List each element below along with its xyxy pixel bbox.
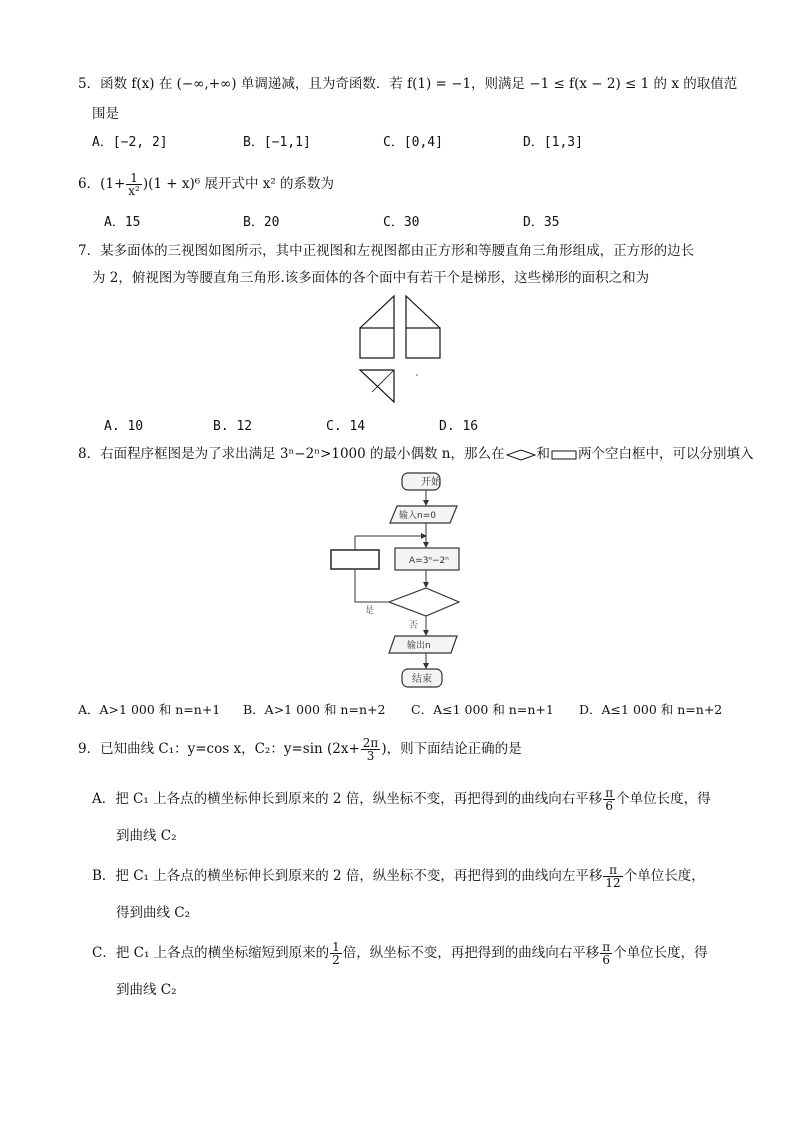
flow-end-label: 结束 — [412, 674, 432, 685]
q9-option-c-fraction2 — [600, 941, 612, 966]
q5-stem-line1: 5．函数 f(x) 在 (−∞,+∞) 单调递减，且为奇函数．若 f(1) = −1，则满足 −1 ≤ f(x − 2) ≤ 1 的 x 的取值范 — [78, 76, 738, 92]
q9-option-c-frac1-den: 2 — [332, 953, 340, 967]
flow-start-label: 开始 — [421, 477, 441, 488]
q9-option-c-frac2-num: π — [602, 940, 611, 954]
q6-option-d: D．35 — [523, 215, 560, 230]
front-view — [360, 296, 394, 358]
q6-stem-prefix: 6．(1+ — [78, 176, 126, 192]
flow-assign-label: A=3ⁿ−2ⁿ — [409, 556, 449, 566]
q9-option-c-line2: 到曲线 C₂ — [116, 982, 177, 998]
q9-option-b-text2: 个单位长度， — [623, 868, 705, 884]
q8-option-a: A．A>1 000 和 n=n+1 — [78, 702, 221, 717]
program-flowchart — [325, 470, 470, 695]
q6-stem-suffix: )(1 + x)⁶ 展开式中 x² 的系数为 — [142, 176, 335, 192]
flow-blank-process-box — [331, 550, 379, 569]
q9-option-b-frac-den: 12 — [605, 876, 621, 890]
flow-no-label: 否 — [409, 621, 419, 631]
top-view — [360, 370, 394, 402]
flow-output-label: 输出n — [407, 641, 431, 651]
q9-option-a-line1 — [92, 787, 711, 812]
flow-blank-decision-box — [389, 588, 459, 616]
q7-option-a: A. 10 — [104, 419, 144, 434]
q8-option-d: D．A≤1 000 和 n=n+2 — [579, 702, 723, 717]
q9-option-b-text1: B．把 C₁ 上各点的横坐标伸长到原来的 2 倍，纵坐标不变，再把得到的曲线向左平移 — [92, 868, 603, 884]
q9-option-c-frac2-den: 6 — [602, 953, 611, 967]
q9-option-c-text3: 个单位长度，得 — [613, 945, 708, 961]
q9-stem-fraction — [361, 737, 381, 762]
q6-stem — [78, 172, 334, 197]
blank-diamond-icon — [506, 449, 536, 461]
q9-stem-frac-den: 3 — [366, 749, 375, 763]
q7-stem-line2: 为 2，俯视图为等腰直角三角形.该多面体的各个面中有若干个是梯形，这些梯形的面积之和为 — [92, 270, 650, 286]
q9-stem-part2: )，则下面结论正确的是 — [381, 741, 522, 757]
q8-stem-part1: 8．右面程序框图是为了求出满足 3ⁿ−2ⁿ>1000 的最小偶数 n，那么在 — [78, 446, 505, 462]
q9-option-c-line1 — [92, 941, 708, 966]
stray-dot — [416, 374, 418, 376]
q9-option-c-fraction1 — [330, 941, 342, 966]
q8-option-c: C．A≤1 000 和 n=n+1 — [411, 702, 554, 717]
q7-option-c: C. 14 — [326, 419, 366, 434]
q9-option-b-fraction — [603, 864, 622, 889]
q7-stem-line1: 7．某多面体的三视图如图所示，其中正视图和左视图都由正方形和等腰直角三角形组成，正方形的边长 — [78, 243, 695, 259]
side-view — [406, 296, 440, 358]
q9-option-a-line2: 到曲线 C₂ — [116, 828, 177, 844]
blank-rectangle-icon — [551, 450, 577, 460]
q9-option-b-frac-num: π — [603, 864, 622, 877]
q6-fraction — [126, 172, 142, 197]
q6-option-a: A．15 — [104, 215, 141, 230]
three-view-figure — [350, 293, 450, 408]
q5-option-d: D．[1,3] — [523, 135, 583, 150]
q7-option-b: B. 12 — [213, 419, 253, 434]
q9-option-a-frac-num: π — [605, 786, 614, 800]
q6-frac-num: 1 — [126, 172, 142, 185]
q9-option-a-text1: A．把 C₁ 上各点的横坐标伸长到原来的 2 倍，纵坐标不变，再把得到的曲线向右平移 — [92, 791, 603, 807]
q9-option-c-text1: C．把 C₁ 上各点的横坐标缩短到原来的 — [92, 945, 330, 961]
flow-yes-label: 是 — [365, 606, 375, 616]
q9-stem — [78, 737, 522, 762]
q8-stem-part3: 两个空白框中，可以分别填入 — [578, 446, 754, 462]
q5-option-b: B．[−1,1] — [243, 135, 311, 150]
q7-option-d: D. 16 — [439, 419, 479, 434]
q5-option-c: C．[0,4] — [383, 135, 443, 150]
q5-option-a: A．[−2, 2] — [92, 135, 168, 150]
q8-stem-part2: 和 — [536, 446, 550, 462]
q9-stem-part1: 9．已知曲线 C₁：y=cos x，C₂：y=sin (2x+ — [78, 741, 360, 757]
q9-stem-frac-num: 2π — [362, 736, 379, 750]
q9-option-b-line2: 得到曲线 C₂ — [116, 905, 191, 921]
q5-stem-line2: 围是 — [92, 106, 119, 122]
q8-option-b: B．A>1 000 和 n=n+2 — [243, 702, 386, 717]
q8-stem — [78, 444, 754, 464]
q6-frac-den: x² — [128, 184, 140, 198]
q9-option-c-frac1-num: 1 — [332, 940, 340, 954]
q9-option-a-frac-den: 6 — [605, 799, 614, 813]
q9-option-a-fraction — [603, 787, 615, 812]
q9-option-a-text2: 个单位长度，得 — [616, 791, 711, 807]
flow-input-label: 输入n=0 — [399, 511, 436, 521]
q9-option-c-text2: 倍，纵坐标不变，再把得到的曲线向右平移 — [342, 945, 600, 961]
q6-option-b: B．20 — [243, 215, 280, 230]
q9-option-b-line1 — [92, 864, 705, 889]
q6-option-c: C．30 — [383, 215, 420, 230]
